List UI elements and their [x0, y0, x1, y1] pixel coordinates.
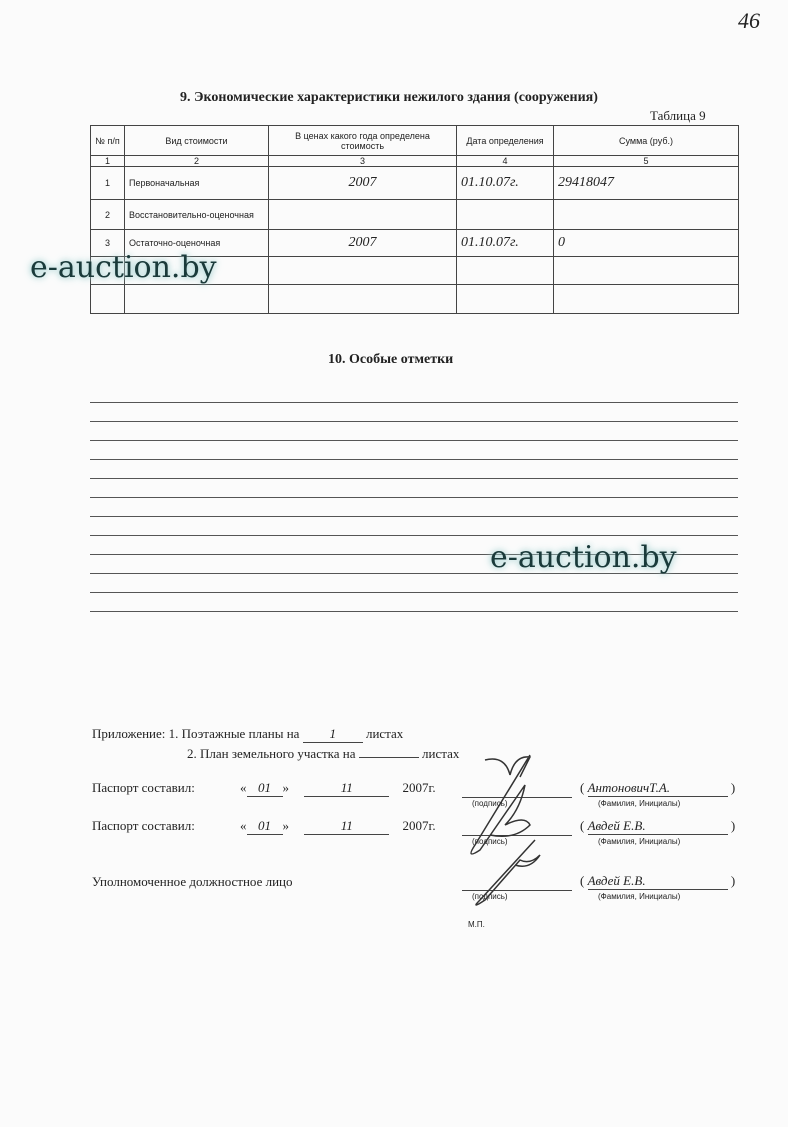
appendix-label: Приложение: [92, 726, 166, 741]
sheets-label: листах [365, 726, 404, 741]
table-row [91, 167, 739, 200]
watermark: e-auction.by [490, 540, 677, 575]
cell [457, 200, 554, 230]
official-label: Уполномоченное должностное лицо [92, 874, 293, 889]
section10-title: 10. Особые отметки [328, 352, 454, 367]
stamp-label: М.П. [468, 920, 485, 929]
sig-day: 01 [247, 780, 283, 797]
sig-month: 11 [304, 818, 389, 835]
signature-row-1: Паспорт составил: « 01 » 11 2007г. [92, 780, 436, 795]
cell: 01.10.07г. [457, 167, 554, 200]
sig-name: Авдей Е.В. [588, 818, 728, 835]
cell: 0 [554, 230, 739, 257]
appendix-item1-value: 1 [303, 726, 363, 743]
sign-caption: (подпись) [472, 799, 508, 808]
colnum: 3 [269, 156, 457, 167]
cell: 3 [91, 230, 125, 257]
appendix-item2: 2. План земельного участка на [187, 746, 356, 761]
th: № п/п [91, 126, 125, 156]
name-caption: (Фамилия, Инициалы) [598, 892, 681, 901]
header-row [91, 126, 739, 156]
cell: Восстановительно-оценочная [125, 200, 269, 230]
note-line [90, 516, 738, 517]
appendix-item1: 1. Поэтажные планы на [168, 726, 300, 741]
note-line [90, 478, 738, 479]
th: Вид стоимости [125, 126, 269, 156]
cell: 1 [91, 167, 125, 200]
name-caption: (Фамилия, Инициалы) [598, 799, 681, 808]
cell: 2007 [269, 167, 457, 200]
colnum: 5 [554, 156, 739, 167]
colnum: 2 [125, 156, 269, 167]
note-line [90, 535, 738, 536]
sig-label: Паспорт составил: [92, 818, 195, 833]
sheets-label: листах [422, 746, 460, 761]
cell: 2007 [269, 230, 457, 257]
section9-title: 9. Экономические характеристики нежилого здания (сооружения) [180, 90, 598, 105]
cell: 29418047 [554, 167, 739, 200]
official-name: Авдей Е.В. [588, 873, 728, 890]
note-line [90, 402, 738, 403]
note-line [90, 421, 738, 422]
appendix-item2-value [359, 745, 419, 758]
cell [269, 200, 457, 230]
page-number: 46 [738, 8, 760, 33]
table-row [91, 200, 739, 230]
note-line [90, 592, 738, 593]
sig-day: 01 [247, 818, 283, 835]
table-row [91, 285, 739, 314]
cell: Остаточно-оценочная [125, 230, 269, 257]
colnum: 4 [457, 156, 554, 167]
colnum: 1 [91, 156, 125, 167]
cell: Первоначальная [125, 167, 269, 200]
sig-label: Паспорт составил: [92, 780, 195, 795]
cell [554, 200, 739, 230]
note-line [90, 497, 738, 498]
sig-year: 2007г. [402, 818, 436, 833]
cell: 01.10.07г. [457, 230, 554, 257]
economic-table [90, 125, 739, 314]
cell: 2 [91, 200, 125, 230]
appendix-line2 [187, 745, 459, 762]
th: Сумма (руб.) [554, 126, 739, 156]
sig-name: АнтоновичТ.А. [588, 780, 728, 797]
table-label: Таблица 9 [650, 108, 706, 123]
sign-caption: (подпись) [472, 837, 508, 846]
sign-caption: (подпись) [472, 892, 508, 901]
watermark: e-auction.by [30, 250, 217, 285]
note-line [90, 611, 738, 612]
sig-month: 11 [304, 780, 389, 797]
th: В ценах какого года определена стоимость [269, 126, 457, 156]
th: Дата определения [457, 126, 554, 156]
note-line [90, 459, 738, 460]
appendix-line1 [92, 726, 403, 743]
colnum-row [91, 156, 739, 167]
signature-row-2: Паспорт составил: « 01 » 11 2007г. [92, 818, 436, 833]
document-page: 46 9. Экономические характеристики нежилого здания (сооружения) Таблица 9 № п/п Вид стоимости В ценах какого года определена стоимость Дата определения Сумма (руб.) 1 2 3 4 5 1 Первоначальная 2007 01.10.07г. 29418047 2 Восстановительно-оценочная 3 Остаточно-оценочная 2007 01.10.07г. 0 e-auction.by 10. Особые отметки e-auction.by Приложение: 1. Поэтажные планы на 1 листах 2. План земельного участка на листах Паспорт составил: « 01 » 11 2007г. Паспорт составил: « 01 » 11 2007г. Уполномоченное должностное лицо (подпись) (подпись) (подпись) ( АнтоновичТ.А. ) (Фамилия, Инициалы) ( Авдей Е.В. ) (Фамилия, Инициалы) ( Авдей Е.В. ) (Фамилия, Инициалы) М.П. [0, 0, 788, 1127]
note-line [90, 440, 738, 441]
sig-year: 2007г. [402, 780, 436, 795]
handwritten-signature [455, 750, 565, 910]
name-caption: (Фамилия, Инициалы) [598, 837, 681, 846]
